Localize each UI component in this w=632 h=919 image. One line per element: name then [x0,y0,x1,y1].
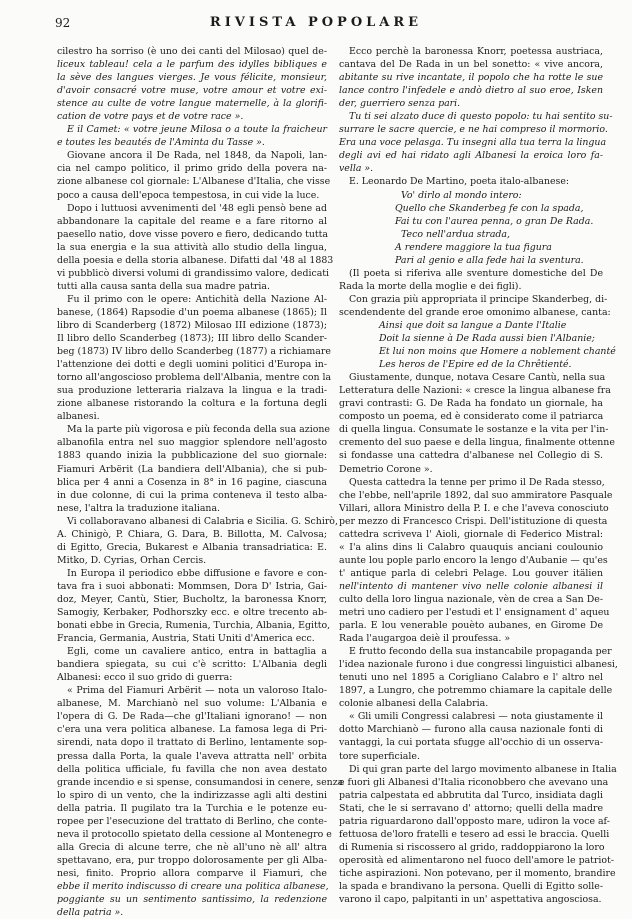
text-line: abitante su rive incantate, il popolo che ha rotte le sue [339,72,603,84]
text-line: nell'intento di mantener vivo nelle colonie albanesi il [339,580,603,592]
text-line: della patria. Il pugilato tra la Turchia e le potenze eu- [57,802,327,814]
text-line: Fiamuri Arbërit (La bandiera dell'Albania), che si pub- [57,463,327,475]
text-line: la sua energia e la sua attività allo studio della lingua, [57,241,327,253]
text-line: libro di Scanderberg (1872) Milosao III edizione (1873); [57,319,327,331]
text-line: liceux tableau! cela a le parfum des idylles bibliques e [57,59,327,71]
text-line: E frutto fecondo della sua instancabile propaganda per [349,646,612,658]
text-line: Teco nell'ardua strada, [401,228,511,240]
text-line: Il libro dello Scanderbeg (1873); III libro dello Scander- [57,333,327,345]
text-line: Egli, come un cavaliere antico, entra in battaglia a [67,646,327,658]
text-line: l'idea nazionale furono i due congressi linguistici albanesi, [339,659,618,671]
text-line: beg (1873) IV libro dello Scanderbeg (1877) a richiamare [57,346,331,358]
text-line: Giustamente, dunque, notava Cesare Cantù, nella sua [349,372,606,384]
text-line: Demetrio Corone ». [339,463,433,475]
text-line: culto della loro lingua nazionale, vèn de crea a San De- [339,593,603,605]
text-line: zione albanese col giornale: L'Albanese d'Italia, che visse [57,176,331,188]
text-line: Di qui gran parte del largo movimento albanese in Italia [349,763,617,775]
text-line: vantaggi, la cui portata sfugge all'occhio di un osserva- [339,737,603,749]
text-line: In Europa il periodico ebbe diffusione e favore e con- [67,567,327,579]
text-line: c'era una vera politica albanese. La famosa lega di Pri- [57,724,327,736]
text-line: nese, l'altra la traduzione italiana. [57,502,221,514]
text-line: poggiante su un sentimento santissimo, la redenzione [57,894,327,906]
text-line: surrare le sacre quercie, e ne hai compreso il mormorio. [339,124,608,136]
text-line: di Rumenia si riscossero al grido, raddoppiarono la loro [339,841,605,853]
text-line: varono il capo, palpitanti in un' aspettativa angosciosa. [339,894,602,906]
text-line: neva il protocollo spietato della cessione al Montenegro e [57,828,332,840]
text-line: in due colonne, di cui la prima conteneva il testo alba- [57,489,327,501]
text-line: colonie albanesi della Calabria. [339,698,489,710]
text-line: Ainsi que doit sa langue a Dante l'Italie [379,319,567,331]
text-line: grande incendio e si spense, consumandosi in cenere, senza [57,776,344,788]
text-line: bandiera spiegata, su cui c'è scritto: L'Albania degli [57,659,327,671]
text-line: vi pubblicò diversi volumi di grandissimo valore, dedicati [57,267,330,279]
text-line: cattedra scriveva l' Aioli, giornale di Federico Mistral: [339,528,603,540]
text-line: der, guerriero senza pari. [339,98,461,110]
text-line: di Egitto, Grecia, Bukarest e Albania transadriatica: E. [57,541,327,553]
text-line: A. Chinigò, P. Chiara, G. Dara, B. Billotta, M. Calvosa; [57,528,327,540]
text-line: E il Camet: « votre jeune Milosa o a toute la fraicheur [67,124,327,136]
text-line: Rada l'augargoa deiè il proufessa. » [339,633,511,645]
text-line: (Il poeta si riferiva alle sventure domestiche del De [349,267,603,279]
running-title: RIVISTA POPOLARE [209,15,423,30]
text-line: Vi collaboravano albanesi di Calabria e Sicilia. G. Schirò, [67,515,338,527]
text-line: albanesi. [57,411,100,423]
text-line: bonati ebbe in Grecia, Rumenia, Turchia, Albania, Egitto, [57,620,331,632]
text-line: « Prima del Fiamuri Arbërit — nota un valoroso Italo- [67,685,327,697]
text-line: zione albanese ristorando la coltura e la fortuna degli [57,398,327,410]
text-line: vella ». [339,163,374,175]
text-line: aunte lou pople parlo encoro la lengo d'Aubanie — qu'es [339,554,608,566]
text-line: « I'a alins dins li Calabro quauquis anciani coulounio [339,541,603,553]
text-line: operosità ed alimentarono nel fuoco dell'amore le patriot- [339,854,614,866]
left-column [57,45,344,919]
text-line: lance contro l'infedele e andò dietro al suo eroe, Isken [339,85,603,97]
text-line: la sève des langues vierges. Je vous félicite, monsieur, [57,72,327,84]
text-line: tutti alla causa santa della sua madre patria. [57,280,270,292]
text-line: Dopo i luttuosi avvenimenti del '48 egli pensò bene ad [67,202,327,214]
text-line: tava fra i suoi abbonati: Mommsen, Dora D' Istria, Gai- [57,580,327,592]
text-line: poco a causa dell'epoca tempestosa, in cui vide la luce. [57,189,320,201]
text-line: « Gli umili Congressi calabresi — nota giustamente il [349,711,603,723]
page-number: 92 [55,16,71,30]
text-line: Stati, che le si serravano d' attorno; quelli della madre [339,802,603,814]
text-line: Doit la sienne à De Rada aussi bien l'Albanie; [379,333,595,345]
text-line: parla. E lou venerable pouèto aubanes, en Girome De [339,620,603,632]
text-line: metri uno cadiero per l'estudi et l' ensignament d' aqueu [339,607,610,619]
text-line: 1883 quando inizia la pubblicazione del suo giornale: [57,450,327,462]
text-line: blica per 4 anni a Cosenza in 8° in 16 pagine, ciascuna [57,476,327,488]
text-line: lo spiro di un vento, che la indirizzasse agli alti destini [57,789,327,801]
text-line: Rada la morte della moglie e dei figli). [339,280,522,292]
text-line: ropee per l'esecuzione del trattato di Berlino, che conte- [57,815,327,827]
text-line: paesello natio, dove visse povero e fiero, dedicando tutta [57,228,329,240]
text-line: fettuosa de'loro fratelli e tesero ad essi le braccia. Quelli [339,828,610,840]
text-line: che l'ebbe, nell'aprile 1892, dal suo ammiratore Pasquale [339,489,613,501]
text-line: della patria ». [57,907,124,919]
text-line: Letteratura delle Nazioni: « cresce la lingua albanese fra [339,385,611,397]
text-line: Ecco perchè la baronessa Knorr, poetessa austriaca, [349,46,603,57]
text-line: di quella lingua. Consumate le sostanze e la vita per l'in- [339,424,609,436]
text-line: cia nel campo politico, il primo grido della povera na- [57,163,327,175]
text-line: abbandonare la capitale del reame e a fare ritorno al [57,215,327,227]
text-line: Samogiy, Kerbaker, Podhorszky ecc. e oltre trecento ab- [57,607,327,619]
text-line: scendendente del grande eroe omonimo albanese, canta: [339,306,611,318]
text-line: l'attenzione dei dotti e degli uomini politici d'Europa in- [57,359,327,371]
text-line: e fuori gli Albanesi d'Italia riconobbero che avevano una [339,776,609,788]
page-header [0,14,632,34]
text-line: si fondasse una cattedra d'albanese nel Collegio di S. [339,450,603,462]
text-line: dotto Marchianò — furono alla causa nazionale fonti di [339,724,603,736]
text-line: Quello che Skanderbeg fe con la spada, [395,202,584,214]
text-line: nesi, finito. Proprio allora comparve il Fiamuri, che [57,867,327,879]
right-column [339,45,618,906]
text-line: Questa cattedra la tenne per primo il De Rada stesso, [349,476,605,488]
text-line: la spada e brandivano la persona. Quelli di Egitto solle- [339,881,603,892]
text-line: Vo' dirlo al mondo intero: [401,189,522,201]
text-line: albanofila entra nel suo maggior splendore nell'agosto [57,437,327,449]
text-line: degli avi ed hai ridato agli Albanesi la eroica loro fa- [339,150,603,162]
text-line: della politica ufficiale, fu favilla che non avea destato [57,763,327,775]
text-line: patria calpestata ed abbrutita dal Turco, insidiata dagli [339,789,603,801]
text-line: tore superficiale. [339,750,420,762]
text-line: 1897, a Lungro, che potremmo chiamare la capitale delle [339,685,613,697]
text-line: torno all'angoscioso problema dell'Albania, mentre con la [57,372,332,384]
text-line: albanese, M. Marchianò nel suo volume: L'Albania e [57,698,327,710]
text-line: spettavano, era, pur troppo dolorosamente per gli Alba- [57,854,327,866]
text-line: composto un poema, ed è considerato come il patriarca [339,411,604,423]
text-line: patria riguardarono dall'opposto mare, udiron la voce af- [339,815,610,827]
text-line: doz, Meyer, Cantù, Stier, Bucholtz, la baronessa Knorr, [57,593,327,605]
text-line: l'opera di G. De Rada—che gl'Italiani ignorano! — non [57,711,327,723]
text-line: stence au culte de votre langue maternelle, à la glorifi- [57,98,327,110]
text-line: gravi contrasti: G. De Rada ha fondato un giornale, ha [339,398,603,410]
text-line: cremento del suo paese e della lingua, finalmente ottenne [339,437,615,449]
text-line: sirendi, nata dopo il trattato di Berlino, lentamente sop- [57,737,327,749]
text-line: Ma la parte più vigorosa e più feconda della sua azione [67,424,330,436]
text-line: Giovane ancora il De Rada, nel 1848, da Napoli, lan- [67,150,327,162]
text-line: e toutes les beautés de l'Aminta du Tasse ». [57,137,265,149]
text-line: cantava del De Rada in un bel sonetto: « vive ancora, [339,59,603,71]
text-line: per mezzo di Francesco Crispi. Dell'istituzione di questa [339,515,608,527]
text-line: alla Grecia di alcune terre, che nè all'uno nè all' altra [57,841,327,853]
text-line: cilestro ha sorriso (è uno dei canti del Milosao) quel de- [57,46,327,57]
text-line: tenuti uno nel 1895 a Corigliano Calabro e l' altro nel [339,672,603,684]
text-line: pressa dalla Porta, la quale l'aveva attratta nell' orbita [57,750,327,762]
text-line: Albanesi: ecco il suo grido di guerra: [57,672,233,684]
text-line: Fu il primo con le opere: Antichità della Nazione Al- [67,293,327,305]
text-line: Tu ti sei alzato duce di questo popolo: tu hai sentito su- [349,111,613,123]
text-line: Fai tu con l'aurea penna, o gran De Rada. [395,215,594,227]
text-line: Les heros de l'Epire ed de la Chrêtienté. [379,359,572,371]
text-line: banese, (1864) Rapsodie d'un poema albanese (1865); Il [57,306,327,318]
text-line: cation de votre pays et de votre race ». [57,111,244,123]
text-line: E. Leonardo De Martino, poeta italo-albanese: [349,176,570,188]
text-line: Pari al genio e alla fede hai la sventura. [395,254,584,266]
text-line: Francia, Germania, Austria, Stati Uniti d'America ecc. [57,633,315,645]
text-line: Con grazia più appropriata il principe Skanderbeg, di- [349,293,608,305]
text-line: tiche aspirazioni. Non potevano, per il momento, brandire [339,867,616,879]
text-line: A rendere maggiore la tua figura [395,241,552,253]
text-line: Et lui non moins que Homere a noblement chanté [379,346,616,358]
text-line: sua produzione letteraria rialzava la lingua e la tradi- [57,385,327,397]
text-line: della poesia e della storia albanese. Difatti dal '48 al 1883 [57,254,334,266]
text-line: ebbe il merito indiscusso di creare una politica albanese, [57,881,329,892]
text-line: Mitko, D. Cyrias, Orhan Cercis. [57,554,207,566]
text-line: Era una voce pelasga. Tu insegni alla tua terra la lingua [339,137,607,149]
text-line: Villari, allora Ministro della P. I. e che l'aveva conosciuto [339,502,609,514]
text-line: d'avoir consacré votre muse, votre amour et votre exi- [57,85,327,97]
text-line: t' antique parla di celebri Pelage. Lou gouver itälien [339,567,603,579]
